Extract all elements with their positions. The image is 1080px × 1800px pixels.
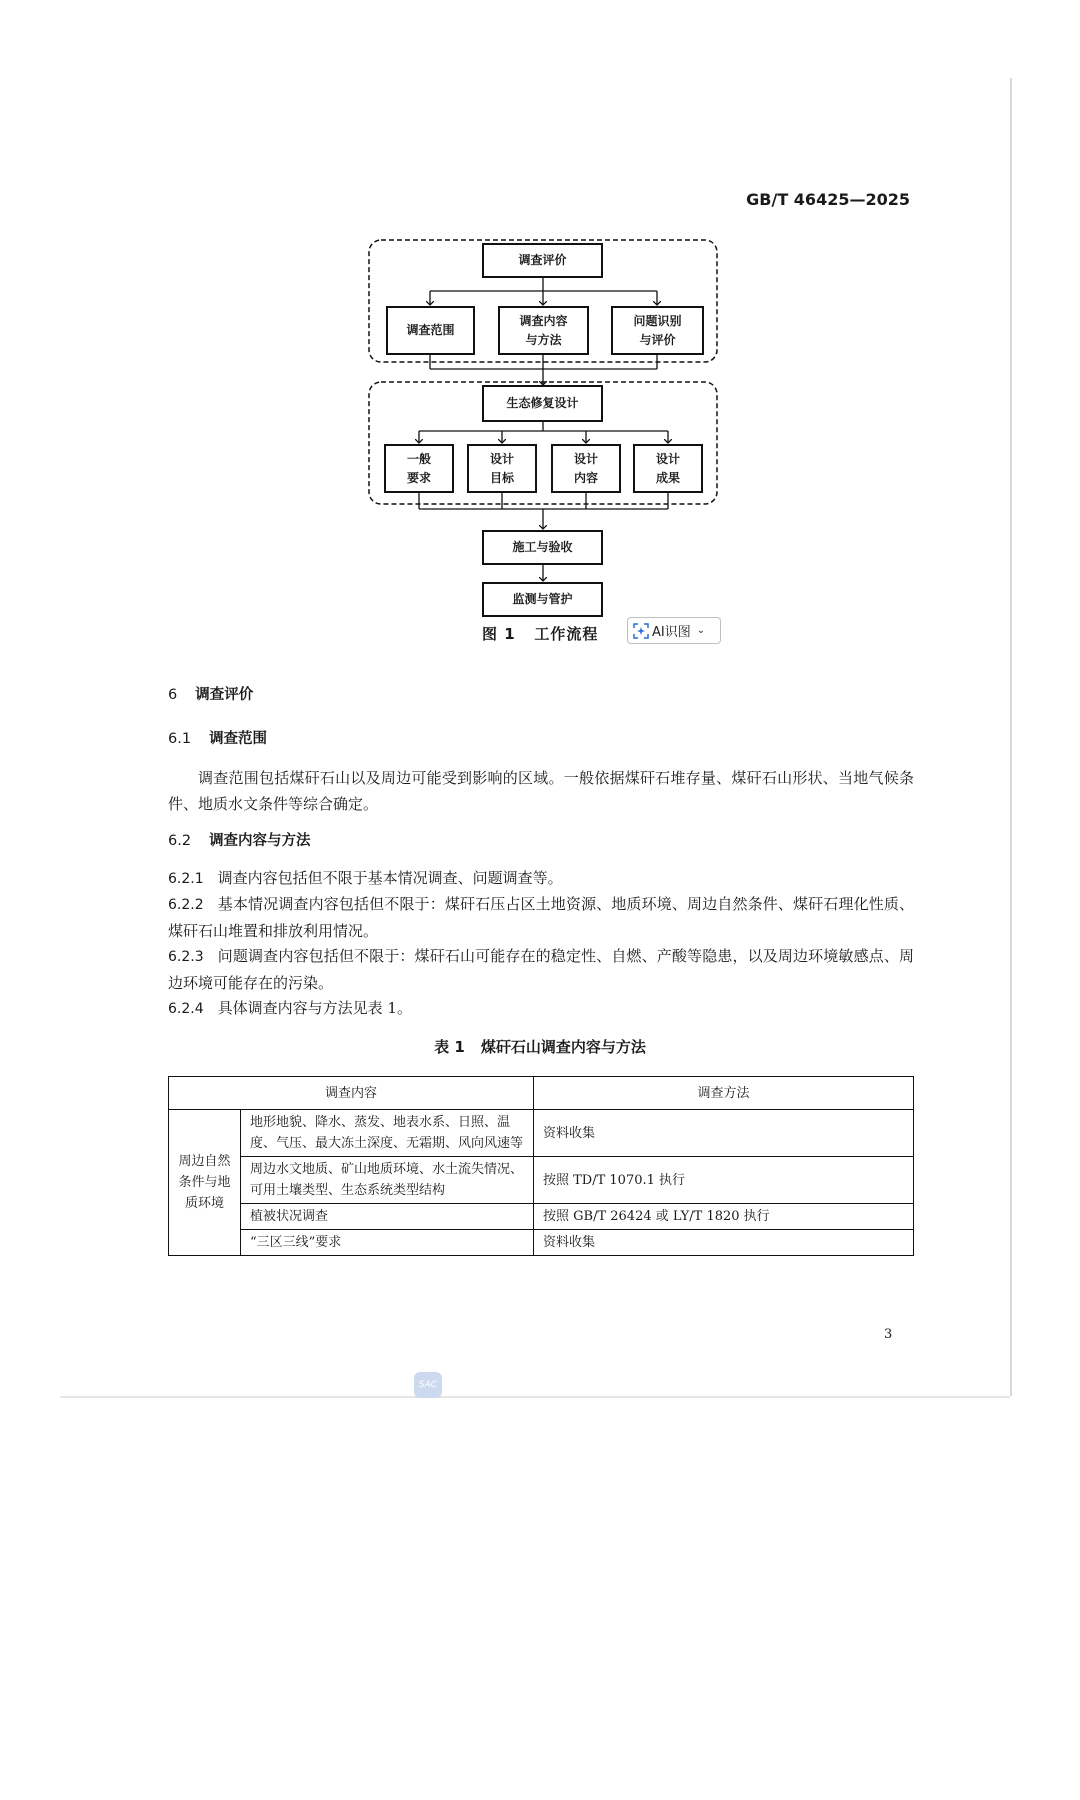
node-survey-scope: 调查范围	[386, 306, 475, 355]
row-group-label: 周边自然条件与地质环境	[169, 1110, 241, 1256]
survey-table	[168, 1076, 914, 1256]
ai-recognize-image-button[interactable]	[627, 617, 721, 644]
clause-6-2-4: 6.2.4 具体调查内容与方法见表 1。	[168, 999, 412, 1017]
ai-scan-icon	[633, 623, 649, 639]
node-eco-restoration-design: 生态修复设计	[482, 385, 603, 422]
node-content-methods: 调查内容 与方法	[498, 306, 589, 355]
table-row	[169, 1110, 914, 1157]
clause-6-2-3: 6.2.3 问题调查内容包括但不限于：煤矸石山可能存在的稳定性、自燃、产酸等隐患，以及周边环境敏感点、周边环境可能存在的污染。	[168, 947, 914, 992]
section-6-heading: 6 调查评价	[168, 687, 254, 703]
figure-caption	[482, 623, 598, 644]
section-6-1-heading: 6.1 调查范围	[168, 731, 268, 747]
cell-content: 植被状况调查	[241, 1204, 534, 1230]
cell-method: 资料收集	[534, 1110, 914, 1157]
standard-number: GB/T 46425—2025	[746, 190, 910, 209]
cell-method: 资料收集	[534, 1230, 914, 1256]
cell-method: 按照 GB/T 26424 或 LY/T 1820 执行	[534, 1204, 914, 1230]
sac-watermark-logo: SAC	[414, 1372, 442, 1398]
section-6-2-heading: 6.2 调查内容与方法	[168, 833, 311, 849]
clause-6-2-2: 6.2.2 基本情况调查内容包括但不限于：煤矸石压占区土地资源、地质环境、周边自然条件、煤矸石理化性质、煤矸石山堆置和排放利用情况。	[168, 895, 914, 940]
section-6-1-paragraph: 调查范围包括煤矸石山以及周边可能受到影响的区域。一般依据煤矸石堆存量、煤矸石山形状、当地气候条件、地质水文条件等综合确定。	[168, 769, 914, 813]
node-survey-evaluation: 调查评价	[482, 243, 603, 278]
figure-number: 图 1	[482, 625, 516, 643]
ai-badge-label: AI识图	[652, 625, 691, 640]
node-design-results: 设计 成果	[633, 444, 703, 493]
workflow-flowchart	[0, 0, 1080, 650]
table-row	[169, 1204, 914, 1230]
table-row	[169, 1230, 914, 1256]
cell-content: 地形地貌、降水、蒸发、地表水系、日照、温度、气压、最大冻土深度、无霜期、风向风速等	[241, 1110, 534, 1157]
table-header-row	[169, 1077, 914, 1110]
page-edge-bottom	[60, 1396, 1010, 1398]
table-caption: 表 1 煤矸石山调查内容与方法	[434, 1038, 646, 1056]
cell-content: “三区三线”要求	[241, 1230, 534, 1256]
cell-content: 周边水文地质、矿山地质环境、水土流失情况、可用土壤类型、生态系统类型结构	[241, 1157, 534, 1204]
header-survey-content: 调查内容	[169, 1077, 534, 1110]
cell-method: 按照 TD/T 1070.1 执行	[534, 1157, 914, 1204]
node-design-goal: 设计 目标	[467, 444, 537, 493]
header-survey-method: 调查方法	[534, 1077, 914, 1110]
figure-title: 工作流程	[534, 625, 599, 643]
node-general-requirements: 一般 要求	[384, 444, 454, 493]
clause-6-2-1: 6.2.1 调查内容包括但不限于基本情况调查、问题调查等。	[168, 869, 563, 887]
page-number: 3	[884, 1327, 893, 1342]
chevron-down-icon: ⌄	[696, 625, 706, 636]
node-design-content: 设计 内容	[551, 444, 621, 493]
node-construction-acceptance: 施工与验收	[482, 530, 603, 565]
table-row	[169, 1157, 914, 1204]
node-problem-identification: 问题识别 与评价	[611, 306, 704, 355]
node-monitoring-maintenance: 监测与管护	[482, 582, 603, 617]
